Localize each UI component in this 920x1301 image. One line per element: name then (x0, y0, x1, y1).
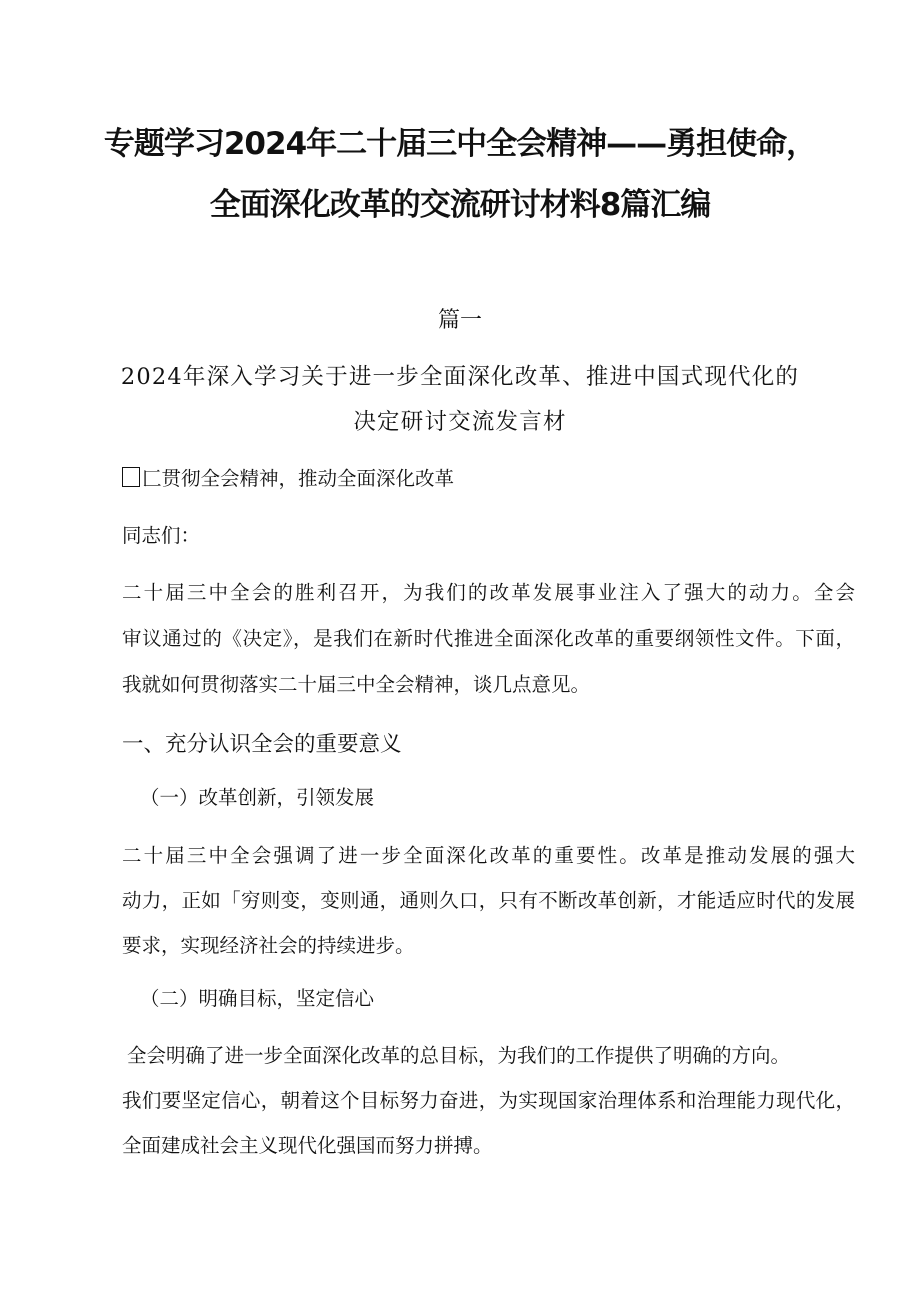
document-title-line-1: 专题学习2024年二十届三中全会精神——勇担使命， (103, 126, 817, 162)
subheading-1: （一）改革创新，引领发展 (140, 786, 375, 809)
speech-title-line-2: 决定研讨交流发言材 (353, 409, 567, 435)
paragraph-3-line-2: 我们要坚定信心，朝着这个目标努力奋进，为实现国家治理体系和治理能力现代化， (122, 1089, 855, 1112)
paragraph-1-line-1: 二十届三中全会的胜利召开，为我们的改革发展事业注入了强大的动力。全会 (122, 581, 855, 604)
paragraph-3-line-3: 全面建成社会主义现代化强国而努力拼搏。 (122, 1134, 493, 1157)
lead-heading (122, 465, 454, 493)
lead-heading-text: 匚贯彻全会精神，推动全面深化改革 (142, 467, 455, 490)
paragraph-1-line-2: 审议通过的《决定》，是我们在新时代推进全面深化改革的重要纲领性文件。下面， (122, 627, 855, 650)
speech-title-line-1: 2024年深入学习关于进一步全面深化改革、推进中国式现代化的 (120, 364, 800, 390)
paragraph-3-line-1: 全会明确了进一步全面深化改革的总目标，为我们的工作提供了明确的方向。 (127, 1044, 791, 1067)
paragraph-1-line-3: 我就如何贯彻落实二十届三中全会精神，谈几点意见。 (122, 673, 591, 696)
document-title-line-2: 全面深化改革的交流研讨材料8篇汇编 (209, 187, 711, 223)
paragraph-2-line-3: 要求，实现经济社会的持续进步。 (122, 934, 415, 957)
subheading-2: （二）明确目标，坚定信心 (140, 987, 375, 1010)
heading-1: 一、充分认识全会的重要意义 (122, 732, 402, 757)
salutation: 同志们： (122, 524, 201, 547)
missing-glyph-box (122, 467, 140, 487)
paragraph-2-line-1: 二十届三中全会强调了进一步全面深化改革的重要性。改革是推动发展的强大 (122, 844, 855, 867)
section-heading: 篇一 (437, 308, 482, 333)
paragraph-2-line-2: 动力，正如「穷则变，变则通，通则久口，只有不断改革创新，才能适应时代的发展 (122, 889, 855, 912)
